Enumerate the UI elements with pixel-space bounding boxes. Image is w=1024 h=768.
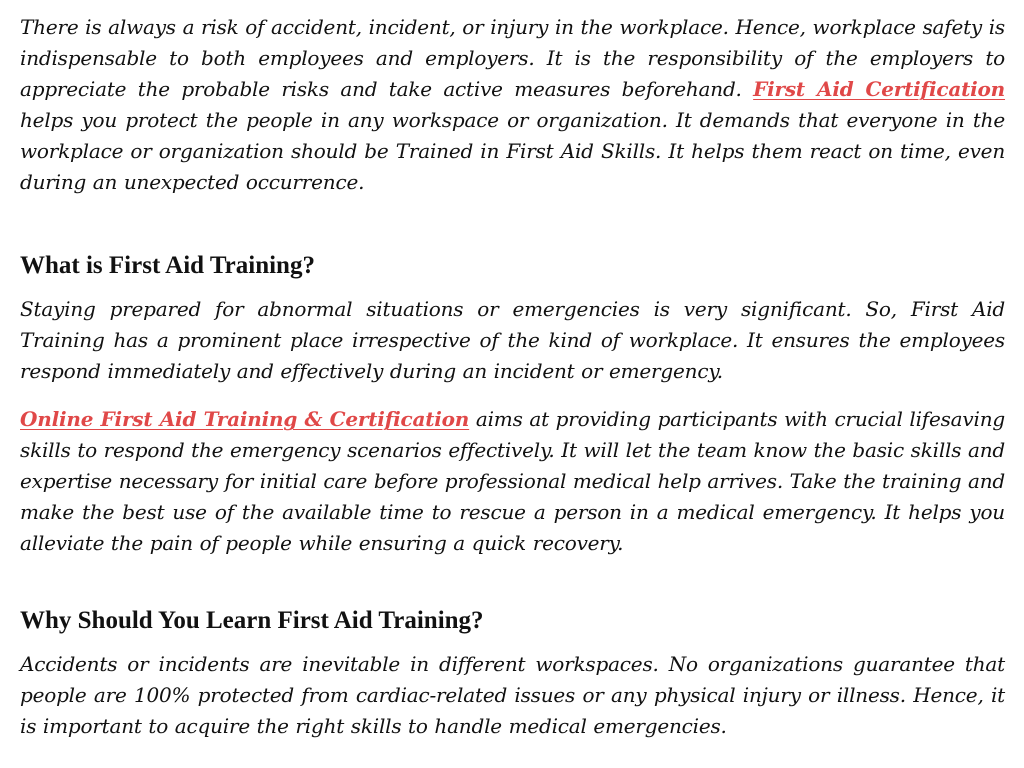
document-page (20, 12, 1005, 742)
section1-paragraph-1: Staying prepared for abnormal situations or emergencies is very significant. So, First Aid Training has a prominent place irrespective of the kind of workplace. It ensures the employees respond immediately and effectively during an incident or emergency. (20, 297, 1005, 383)
section-heading-why-learn: Why Should You Learn First Aid Training? (20, 607, 484, 634)
online-training-link[interactable]: Online First Aid Training & Certification (20, 407, 470, 431)
section1-paragraph-2 (20, 404, 1005, 559)
section-heading-what-is: What is First Aid Training? (20, 252, 315, 279)
section1-paragraph-2-text: aims at providing participants with crucial lifesaving skills to respond the emergency scenarios effectively. It will let the team know the basic skills and expertise necessary for initial care before professional medical help arrives. Take the training and make the best use of the available time to rescue a person in a medical emergency. It helps you alleviate the pain of people while ensuring a quick recovery. (20, 407, 1005, 555)
first-aid-certification-link[interactable]: First Aid Certification (753, 77, 1006, 101)
intro-text-before-link: There is always a risk of accident, incident, or injury in the workplace. Hence, workplace safety is indispensable to both employees and employers. It is the responsibility of the employers to appreciate the probable risks and take active measures beforehand. (20, 15, 1005, 101)
intro-text-after-link: helps you protect the people in any workspace or organization. It demands that everyone in the workplace or organization should be Trained in First Aid Skills. It helps them react on time, even during an unexpected occurrence. (20, 108, 1005, 194)
section2-paragraph-1: Accidents or incidents are inevitable in different workspaces. No organizations guarantee that people are 100% protected from cardiac-related issues or any physical injury or illness. Hence, it is important to acquire the right skills to handle medical emergencies. (20, 652, 1005, 738)
intro-paragraph (20, 12, 1005, 198)
